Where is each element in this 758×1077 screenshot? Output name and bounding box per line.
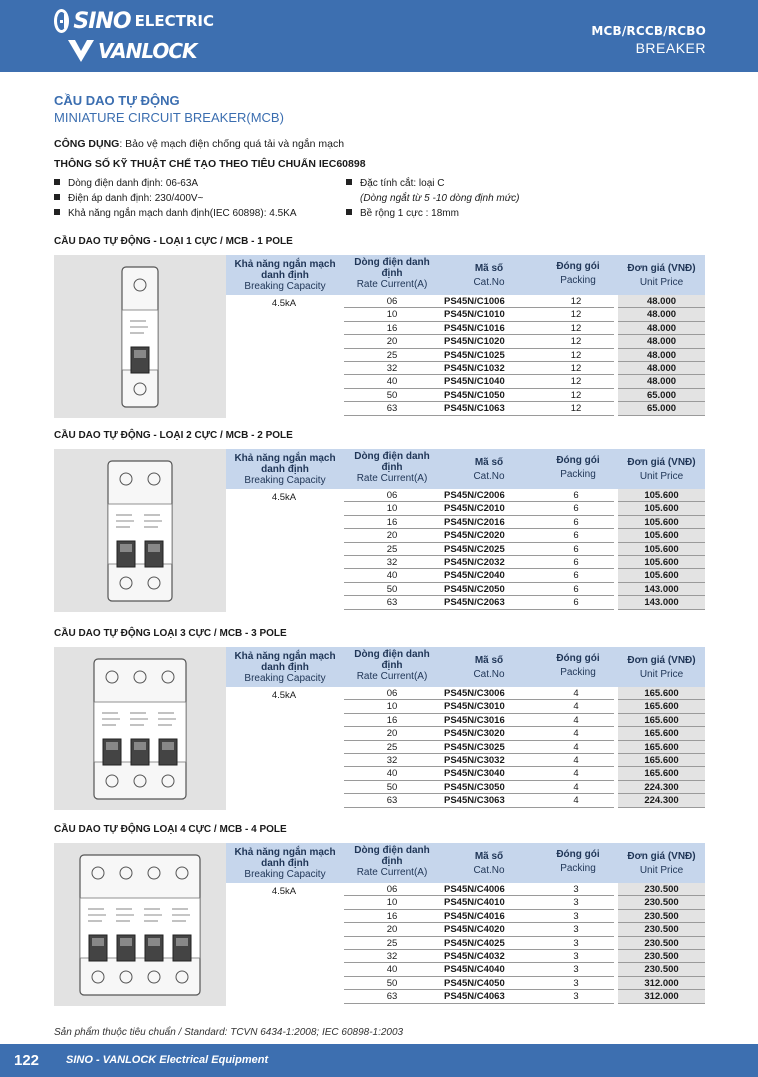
price-cell: 48.000 <box>618 322 705 335</box>
table-header <box>226 449 705 489</box>
rate-cell: 06 <box>344 687 440 700</box>
table-body <box>226 489 705 610</box>
price-cell: 165.600 <box>618 767 705 780</box>
price-cell: 105.600 <box>618 529 705 542</box>
cat-no-cell: PS45N/C1032 <box>440 362 560 375</box>
rate-cell: 25 <box>344 937 440 950</box>
price-cell: 165.600 <box>618 714 705 727</box>
cat-no-cell: PS45N/C4050 <box>440 977 560 990</box>
table-row <box>226 308 705 321</box>
packing-cell: 6 <box>538 543 614 556</box>
packing-cell: 4 <box>538 781 614 794</box>
table-row <box>226 556 705 569</box>
packing-cell: 3 <box>538 923 614 936</box>
packing-cell: 12 <box>538 322 614 335</box>
packing-cell: 6 <box>538 529 614 542</box>
table-row <box>226 937 705 950</box>
cat-no-cell: PS45N/C3025 <box>440 741 560 754</box>
cat-no-cell: PS45N/C4025 <box>440 937 560 950</box>
col-cat-header: Mã số Cat.No <box>473 655 505 680</box>
table-header <box>226 255 705 295</box>
cat-no-cell: PS45N/C1006 <box>440 295 560 308</box>
price-cell: 230.500 <box>618 923 705 936</box>
price-cell: 230.500 <box>618 910 705 923</box>
cat-no-cell: PS45N/C3050 <box>440 781 560 794</box>
price-cell: 48.000 <box>618 295 705 308</box>
breaking-capacity: 4.5kA <box>271 690 297 701</box>
page-subtitle: MINIATURE CIRCUIT BREAKER(MCB) <box>54 110 284 125</box>
table-row <box>226 335 705 348</box>
bullet-icon <box>346 179 352 185</box>
rate-cell: 20 <box>344 529 440 542</box>
table-row <box>226 950 705 963</box>
price-cell: 312.000 <box>618 977 705 990</box>
spec-item: Điện áp danh định: 230/400V~ <box>54 193 203 204</box>
packing-cell: 6 <box>538 516 614 529</box>
breaking-capacity: 4.5kA <box>271 886 297 897</box>
usage-line <box>54 138 344 150</box>
packing-cell: 12 <box>538 402 614 415</box>
spec-item: Khả năng ngắn mạch danh định(IEC 60898): 4.5KA <box>54 208 297 219</box>
table-header <box>226 647 705 687</box>
category-title: MCB/RCCB/RCBO <box>591 24 706 38</box>
footer-brand: SINO - VANLOCK Electrical Equipment <box>66 1054 269 1066</box>
packing-cell: 12 <box>538 335 614 348</box>
price-cell: 230.500 <box>618 937 705 950</box>
price-cell: 165.600 <box>618 741 705 754</box>
packing-cell: 4 <box>538 700 614 713</box>
rate-cell: 10 <box>344 700 440 713</box>
price-table <box>226 647 705 808</box>
col-cat-header: Mã số Cat.No <box>473 263 505 288</box>
table-row <box>226 963 705 976</box>
rate-cell: 63 <box>344 596 440 609</box>
packing-cell: 4 <box>538 741 614 754</box>
cat-no-cell: PS45N/C1050 <box>440 389 560 402</box>
col-capacity-header: Khả năng ngắn mạch danh định Breaking Capacity <box>234 651 336 684</box>
col-rate-header: Dòng điện danh định Rate Current(A) <box>354 257 430 290</box>
usage-label: CÔNG DỤNG <box>54 138 120 150</box>
header-category <box>591 24 706 56</box>
rate-cell: 32 <box>344 556 440 569</box>
table-row <box>226 596 705 609</box>
col-rate-header: Dòng điện danh định Rate Current(A) <box>354 649 430 682</box>
packing-cell: 12 <box>538 362 614 375</box>
spec-item: Dòng điện danh định: 06-63A <box>54 178 198 189</box>
rate-cell: 20 <box>344 923 440 936</box>
table-row <box>226 502 705 515</box>
col-price-header: Đơn giá (VNĐ) Unit Price <box>627 457 696 482</box>
cat-no-cell: PS45N/C1025 <box>440 349 560 362</box>
cat-no-cell: PS45N/C4063 <box>440 990 560 1003</box>
packing-cell: 12 <box>538 349 614 362</box>
rate-cell: 63 <box>344 402 440 415</box>
table-body <box>226 883 705 1004</box>
spec-item: Bề rộng 1 cực : 18mm <box>346 208 459 219</box>
cat-no-cell: PS45N/C2032 <box>440 556 560 569</box>
rate-cell: 10 <box>344 308 440 321</box>
col-pack-header: Đóng gói Packing <box>556 261 600 286</box>
col-price-header: Đơn giá (VNĐ) Unit Price <box>627 655 696 680</box>
packing-cell: 3 <box>538 883 614 896</box>
col-rate-header: Dòng điện danh định Rate Current(A) <box>354 451 430 484</box>
table-row <box>226 741 705 754</box>
col-rate-header: Dòng điện danh định Rate Current(A) <box>354 845 430 878</box>
table-row <box>226 767 705 780</box>
cat-no-cell: PS45N/C3016 <box>440 714 560 727</box>
cat-no-cell: PS45N/C4010 <box>440 896 560 909</box>
category-subtitle: BREAKER <box>635 40 706 56</box>
usage-text: : Bảo vệ mạch điện chống quá tải và ngắn mạch <box>119 138 345 150</box>
packing-cell: 4 <box>538 687 614 700</box>
cat-no-cell: PS45N/C2016 <box>440 516 560 529</box>
col-capacity-header: Khả năng ngắn mạch danh định Breaking Capacity <box>234 259 336 292</box>
price-cell: 105.600 <box>618 569 705 582</box>
standard-note: Sản phẩm thuộc tiêu chuẩn / Standard: TCVN 6434-1:2008; IEC 60898-1:2003 <box>54 1027 404 1038</box>
col-capacity-header: Khả năng ngắn mạch danh định Breaking Capacity <box>234 453 336 486</box>
price-cell: 165.600 <box>618 687 705 700</box>
page-header <box>0 0 758 72</box>
table-row <box>226 322 705 335</box>
packing-cell: 6 <box>538 596 614 609</box>
packing-cell: 4 <box>538 714 614 727</box>
table-row <box>226 781 705 794</box>
rate-cell: 63 <box>344 794 440 807</box>
table-row <box>226 896 705 909</box>
price-cell: 224.300 <box>618 781 705 794</box>
rate-cell: 10 <box>344 502 440 515</box>
col-price-header: Đơn giá (VNĐ) Unit Price <box>627 851 696 876</box>
price-cell: 105.600 <box>618 516 705 529</box>
price-cell: 230.500 <box>618 896 705 909</box>
price-cell: 105.600 <box>618 556 705 569</box>
packing-cell: 4 <box>538 794 614 807</box>
rate-cell: 25 <box>344 741 440 754</box>
breaking-capacity: 4.5kA <box>271 298 297 309</box>
table-row <box>226 990 705 1003</box>
rate-cell: 40 <box>344 767 440 780</box>
rate-cell: 40 <box>344 569 440 582</box>
packing-cell: 12 <box>538 295 614 308</box>
table-row <box>226 375 705 388</box>
page-number: 122 <box>14 1052 40 1069</box>
rate-cell: 40 <box>344 375 440 388</box>
rate-cell: 06 <box>344 883 440 896</box>
price-cell: 65.000 <box>618 389 705 402</box>
rate-cell: 50 <box>344 977 440 990</box>
globe-icon <box>54 9 69 33</box>
cat-no-cell: PS45N/C3032 <box>440 754 560 767</box>
packing-cell: 12 <box>538 308 614 321</box>
logo-vanlock-text: VANLOCK <box>98 39 197 63</box>
cat-no-cell: PS45N/C1016 <box>440 322 560 335</box>
cat-no-cell: PS45N/C3006 <box>440 687 560 700</box>
packing-cell: 3 <box>538 963 614 976</box>
cat-no-cell: PS45N/C3010 <box>440 700 560 713</box>
cat-no-cell: PS45N/C4032 <box>440 950 560 963</box>
rate-cell: 32 <box>344 362 440 375</box>
cat-no-cell: PS45N/C2006 <box>440 489 560 502</box>
price-table <box>226 449 705 610</box>
table-row <box>226 583 705 596</box>
spec-item: Đặc tính cắt: loại C <box>346 178 444 189</box>
price-cell: 65.000 <box>618 402 705 415</box>
rate-cell: 06 <box>344 489 440 502</box>
table-row <box>226 687 705 700</box>
spec-note: (Dòng ngắt từ 5 -10 dòng định mức) <box>360 193 520 204</box>
table-row <box>226 543 705 556</box>
cat-no-cell: PS45N/C2063 <box>440 596 560 609</box>
table-row <box>226 362 705 375</box>
packing-cell: 6 <box>538 489 614 502</box>
table-row <box>226 910 705 923</box>
col-pack-header: Đóng gói Packing <box>556 455 600 480</box>
rate-cell: 10 <box>344 896 440 909</box>
packing-cell: 3 <box>538 896 614 909</box>
table-row <box>226 700 705 713</box>
col-pack-header: Đóng gói Packing <box>556 849 600 874</box>
rate-cell: 16 <box>344 714 440 727</box>
price-cell: 48.000 <box>618 349 705 362</box>
packing-cell: 3 <box>538 910 614 923</box>
table-row <box>226 883 705 896</box>
packing-cell: 6 <box>538 556 614 569</box>
table-body <box>226 295 705 416</box>
cat-no-cell: PS45N/C4006 <box>440 883 560 896</box>
cat-no-cell: PS45N/C3040 <box>440 767 560 780</box>
cat-no-cell: PS45N/C2020 <box>440 529 560 542</box>
rate-cell: 50 <box>344 583 440 596</box>
price-cell: 105.600 <box>618 502 705 515</box>
rate-cell: 16 <box>344 516 440 529</box>
rate-cell: 32 <box>344 950 440 963</box>
rate-cell: 32 <box>344 754 440 767</box>
price-cell: 165.600 <box>618 700 705 713</box>
price-cell: 230.500 <box>618 883 705 896</box>
bullet-icon <box>54 209 60 215</box>
table-row <box>226 569 705 582</box>
price-cell: 48.000 <box>618 362 705 375</box>
table-row <box>226 754 705 767</box>
cat-no-cell: PS45N/C2050 <box>440 583 560 596</box>
packing-cell: 12 <box>538 375 614 388</box>
section-title: CẦU DAO TỰ ĐỘNG LOẠI 3 CỰC / MCB - 3 POLE <box>54 628 287 639</box>
packing-cell: 4 <box>538 767 614 780</box>
price-cell: 48.000 <box>618 308 705 321</box>
spec-title: THÔNG SỐ KỸ THUẬT CHẾ TẠO THEO TIÊU CHUẨN IEC60898 <box>54 158 366 170</box>
col-cat-header: Mã số Cat.No <box>473 851 505 876</box>
packing-cell: 4 <box>538 727 614 740</box>
logo-electric-text: ELECTRIC <box>134 12 214 30</box>
col-price-header: Đơn giá (VNĐ) Unit Price <box>627 263 696 288</box>
price-table <box>226 255 705 416</box>
table-row <box>226 295 705 308</box>
page-footer <box>0 1044 758 1077</box>
rate-cell: 25 <box>344 543 440 556</box>
logo-sino-text: SINO <box>73 8 131 34</box>
cat-no-cell: PS45N/C2040 <box>440 569 560 582</box>
cat-no-cell: PS45N/C4020 <box>440 923 560 936</box>
col-cat-header: Mã số Cat.No <box>473 457 505 482</box>
price-cell: 143.000 <box>618 583 705 596</box>
packing-cell: 3 <box>538 977 614 990</box>
price-cell: 105.600 <box>618 543 705 556</box>
breaking-capacity: 4.5kA <box>271 492 297 503</box>
rate-cell: 06 <box>344 295 440 308</box>
packing-cell: 6 <box>538 502 614 515</box>
cat-no-cell: PS45N/C3020 <box>440 727 560 740</box>
rate-cell: 20 <box>344 335 440 348</box>
packing-cell: 3 <box>538 950 614 963</box>
price-cell: 230.500 <box>618 950 705 963</box>
section-title: CẦU DAO TỰ ĐỘNG - LOẠI 1 CỰC / MCB - 1 POLE <box>54 236 293 247</box>
rate-cell: 50 <box>344 389 440 402</box>
table-row <box>226 349 705 362</box>
cat-no-cell: PS45N/C4040 <box>440 963 560 976</box>
rate-cell: 50 <box>344 781 440 794</box>
packing-cell: 6 <box>538 569 614 582</box>
packing-cell: 6 <box>538 583 614 596</box>
cat-no-cell: PS45N/C1020 <box>440 335 560 348</box>
cat-no-cell: PS45N/C3063 <box>440 794 560 807</box>
breaker-3-pole-image <box>54 647 226 810</box>
table-row <box>226 727 705 740</box>
bullet-icon <box>54 194 60 200</box>
table-row <box>226 516 705 529</box>
price-cell: 143.000 <box>618 596 705 609</box>
price-cell: 48.000 <box>618 335 705 348</box>
table-row <box>226 794 705 807</box>
rate-cell: 25 <box>344 349 440 362</box>
cat-no-cell: PS45N/C2025 <box>440 543 560 556</box>
col-pack-header: Đóng gói Packing <box>556 653 600 678</box>
price-cell: 105.600 <box>618 489 705 502</box>
brand-logo <box>54 6 214 68</box>
packing-cell: 4 <box>538 754 614 767</box>
rate-cell: 16 <box>344 322 440 335</box>
table-row <box>226 714 705 727</box>
price-cell: 165.600 <box>618 754 705 767</box>
price-cell: 48.000 <box>618 375 705 388</box>
breaker-1-pole-image <box>54 255 226 418</box>
rate-cell: 63 <box>344 990 440 1003</box>
breaker-2-pole-image <box>54 449 226 612</box>
cat-no-cell: PS45N/C1063 <box>440 402 560 415</box>
rate-cell: 40 <box>344 963 440 976</box>
packing-cell: 3 <box>538 990 614 1003</box>
vanlock-v-icon <box>68 40 94 62</box>
table-row <box>226 489 705 502</box>
table-row <box>226 402 705 415</box>
cat-no-cell: PS45N/C2010 <box>440 502 560 515</box>
table-row <box>226 529 705 542</box>
cat-no-cell: PS45N/C1040 <box>440 375 560 388</box>
price-cell: 165.600 <box>618 727 705 740</box>
packing-cell: 3 <box>538 937 614 950</box>
price-table <box>226 843 705 1004</box>
rate-cell: 20 <box>344 727 440 740</box>
page-title: CẦU DAO TỰ ĐỘNG <box>54 93 180 108</box>
bullet-icon <box>346 209 352 215</box>
table-header <box>226 843 705 883</box>
table-row <box>226 977 705 990</box>
cat-no-cell: PS45N/C1010 <box>440 308 560 321</box>
col-capacity-header: Khả năng ngắn mạch danh định Breaking Capacity <box>234 847 336 880</box>
breaker-4-pole-image <box>54 843 226 1006</box>
section-title: CẦU DAO TỰ ĐỘNG - LOẠI 2 CỰC / MCB - 2 POLE <box>54 430 293 441</box>
price-cell: 230.500 <box>618 963 705 976</box>
cat-no-cell: PS45N/C4016 <box>440 910 560 923</box>
price-cell: 224.300 <box>618 794 705 807</box>
packing-cell: 12 <box>538 389 614 402</box>
table-body <box>226 687 705 808</box>
section-title: CẦU DAO TỰ ĐỘNG LOẠI 4 CỰC / MCB - 4 POLE <box>54 824 287 835</box>
table-row <box>226 923 705 936</box>
table-row <box>226 389 705 402</box>
bullet-icon <box>54 179 60 185</box>
price-cell: 312.000 <box>618 990 705 1003</box>
rate-cell: 16 <box>344 910 440 923</box>
